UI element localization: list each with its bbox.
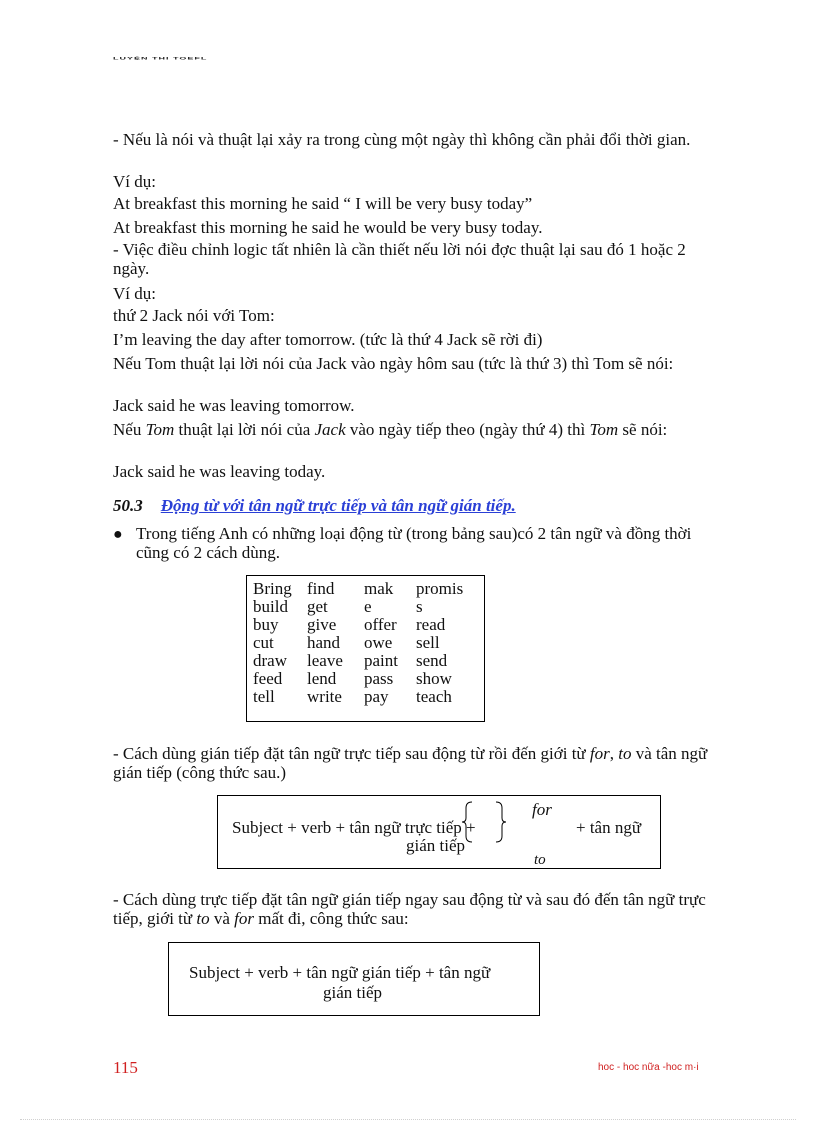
table-cell: leave — [307, 651, 343, 670]
formula-line2: gián tiếp — [406, 836, 466, 855]
verb-table — [246, 575, 485, 722]
table-cell: find — [307, 579, 335, 598]
footer-tagline: hoc - hoc nữa -hoc m·i — [598, 1062, 699, 1073]
text-run-italic: for — [234, 909, 254, 928]
text-run: - Cách dùng gián tiếp đặt tân ngữ trực tiếp sau động từ rồi đến giới từ — [113, 744, 590, 763]
table-cell: mak — [364, 579, 394, 598]
page-number: 115 — [113, 1058, 138, 1077]
formula-for: for — [532, 800, 552, 819]
table-cell: draw — [253, 651, 287, 670]
table-cell: hand — [307, 633, 341, 652]
table-cell: lend — [307, 669, 337, 688]
text-run-italic: Jack — [314, 420, 346, 439]
example-tomorrow: Jack said he was leaving tomorrow. — [113, 396, 355, 415]
bullet-icon: ● — [113, 526, 123, 543]
table-cell: read — [416, 615, 446, 634]
text-run: và — [209, 909, 235, 928]
table-row — [253, 688, 476, 706]
table-row — [253, 580, 476, 598]
text-run: Nếu — [113, 420, 146, 439]
table-cell: Bring — [253, 579, 292, 598]
text-run: vào ngày tiếp theo (ngày thứ 4) thì — [345, 420, 590, 439]
table-cell: owe — [364, 633, 393, 652]
table-cell: cut — [253, 633, 274, 652]
formula-main: Subject + verb + tân ngữ trực tiếp + — [232, 818, 476, 837]
table-cell: sell — [416, 633, 440, 652]
example-label-2: Ví dụ: — [113, 284, 156, 303]
table-cell: e — [364, 597, 372, 616]
section-number: 50.3 — [113, 496, 143, 515]
formula-direct-line1: Subject + verb + tân ngữ gián tiếp + tân ngữ — [189, 963, 491, 982]
running-header: LUYỆN THI TOEFL — [113, 56, 208, 61]
text-run: thuật lại lời nói của — [174, 420, 315, 439]
para-same-day: - Nếu là nói và thuật lại xảy ra trong cùng một ngày thì không cần phải đổi thời gian. — [113, 130, 691, 149]
table-cell: write — [307, 687, 342, 706]
formula-direct-line2: gián tiếp — [323, 983, 383, 1002]
bullet-text: Trong tiếng Anh có những loại động từ (trong bảng sau)có 2 tân ngữ và đồng thời cũng có 2 cách dùng. — [136, 524, 692, 562]
text-run: , — [609, 744, 619, 763]
table-cell: offer — [364, 615, 397, 634]
table-row — [253, 598, 476, 616]
table-cell: build — [253, 597, 288, 616]
table-cell: tell — [253, 687, 275, 706]
text-run-italic: for — [589, 744, 610, 763]
table-cell: s — [416, 597, 423, 616]
section-heading — [113, 496, 516, 516]
brace-icon — [460, 800, 512, 844]
text-run: sẽ nói: — [618, 420, 668, 439]
example-context: thứ 2 Jack nói với Tom: — [113, 306, 275, 325]
section-title-link[interactable]: Động từ với tân ngữ trực tiếp và tân ngữ gián tiếp. — [160, 496, 516, 515]
table-row — [253, 616, 476, 634]
table-row — [253, 634, 476, 652]
para-tom-day-after — [113, 420, 713, 439]
example-today: Jack said he was leaving today. — [113, 462, 326, 481]
table-cell: promis — [416, 579, 464, 598]
example-reported: At breakfast this morning he said he would be very busy today. — [113, 218, 543, 237]
text-run-italic: Tom — [145, 420, 175, 439]
para-logic-adjust: - Việc điều chỉnh logic tất nhiên là cần thiết nếu lời nói đợc thuật lại sau đó 1 hoặc 2 ngày. — [113, 240, 686, 278]
table-cell: send — [416, 651, 448, 670]
formula-box-indirect — [217, 795, 661, 869]
text-run-italic: to — [618, 744, 632, 763]
table-cell: show — [416, 669, 452, 688]
table-row — [253, 670, 476, 688]
table-cell: feed — [253, 669, 283, 688]
para-indirect-usage — [113, 744, 723, 782]
table-cell: give — [307, 615, 337, 634]
page-bottom-divider — [20, 1119, 796, 1120]
para-tom-next-day: Nếu Tom thuật lại lời nói của Jack vào ngày hôm sau (tức là thứ 3) thì Tom sẽ nói: — [113, 354, 674, 373]
text-run-italic: to — [196, 909, 210, 928]
para-direct-usage — [113, 890, 723, 928]
table-cell: pay — [364, 687, 389, 706]
table-row — [253, 652, 476, 670]
example-label-1: Ví dụ: — [113, 172, 156, 191]
table-cell: paint — [364, 651, 398, 670]
text-run: mất đi, công thức sau: — [254, 909, 409, 928]
example-direct-quote: At breakfast this morning he said “ I will be very busy today” — [113, 194, 533, 213]
example-quote-jack: I’m leaving the day after tomorrow. (tức là thứ 4 Jack sẽ rời đi) — [113, 330, 543, 349]
table-cell: teach — [416, 687, 452, 706]
formula-box-direct — [168, 942, 540, 1016]
table-cell: pass — [364, 669, 394, 688]
formula-object: + tân ngữ — [576, 818, 642, 837]
table-cell: buy — [253, 615, 279, 634]
formula-to: to — [534, 852, 546, 868]
table-cell: get — [307, 597, 328, 616]
text-run: và tân ngữ gián tiếp (công thức sau.) — [113, 744, 708, 782]
text-run-italic: Tom — [589, 420, 619, 439]
text-run: - Cách dùng trực tiếp đặt tân ngữ gián tiếp ngay sau động từ và sau đó đến tân ngữ trực tiếp, giới từ — [113, 890, 706, 928]
